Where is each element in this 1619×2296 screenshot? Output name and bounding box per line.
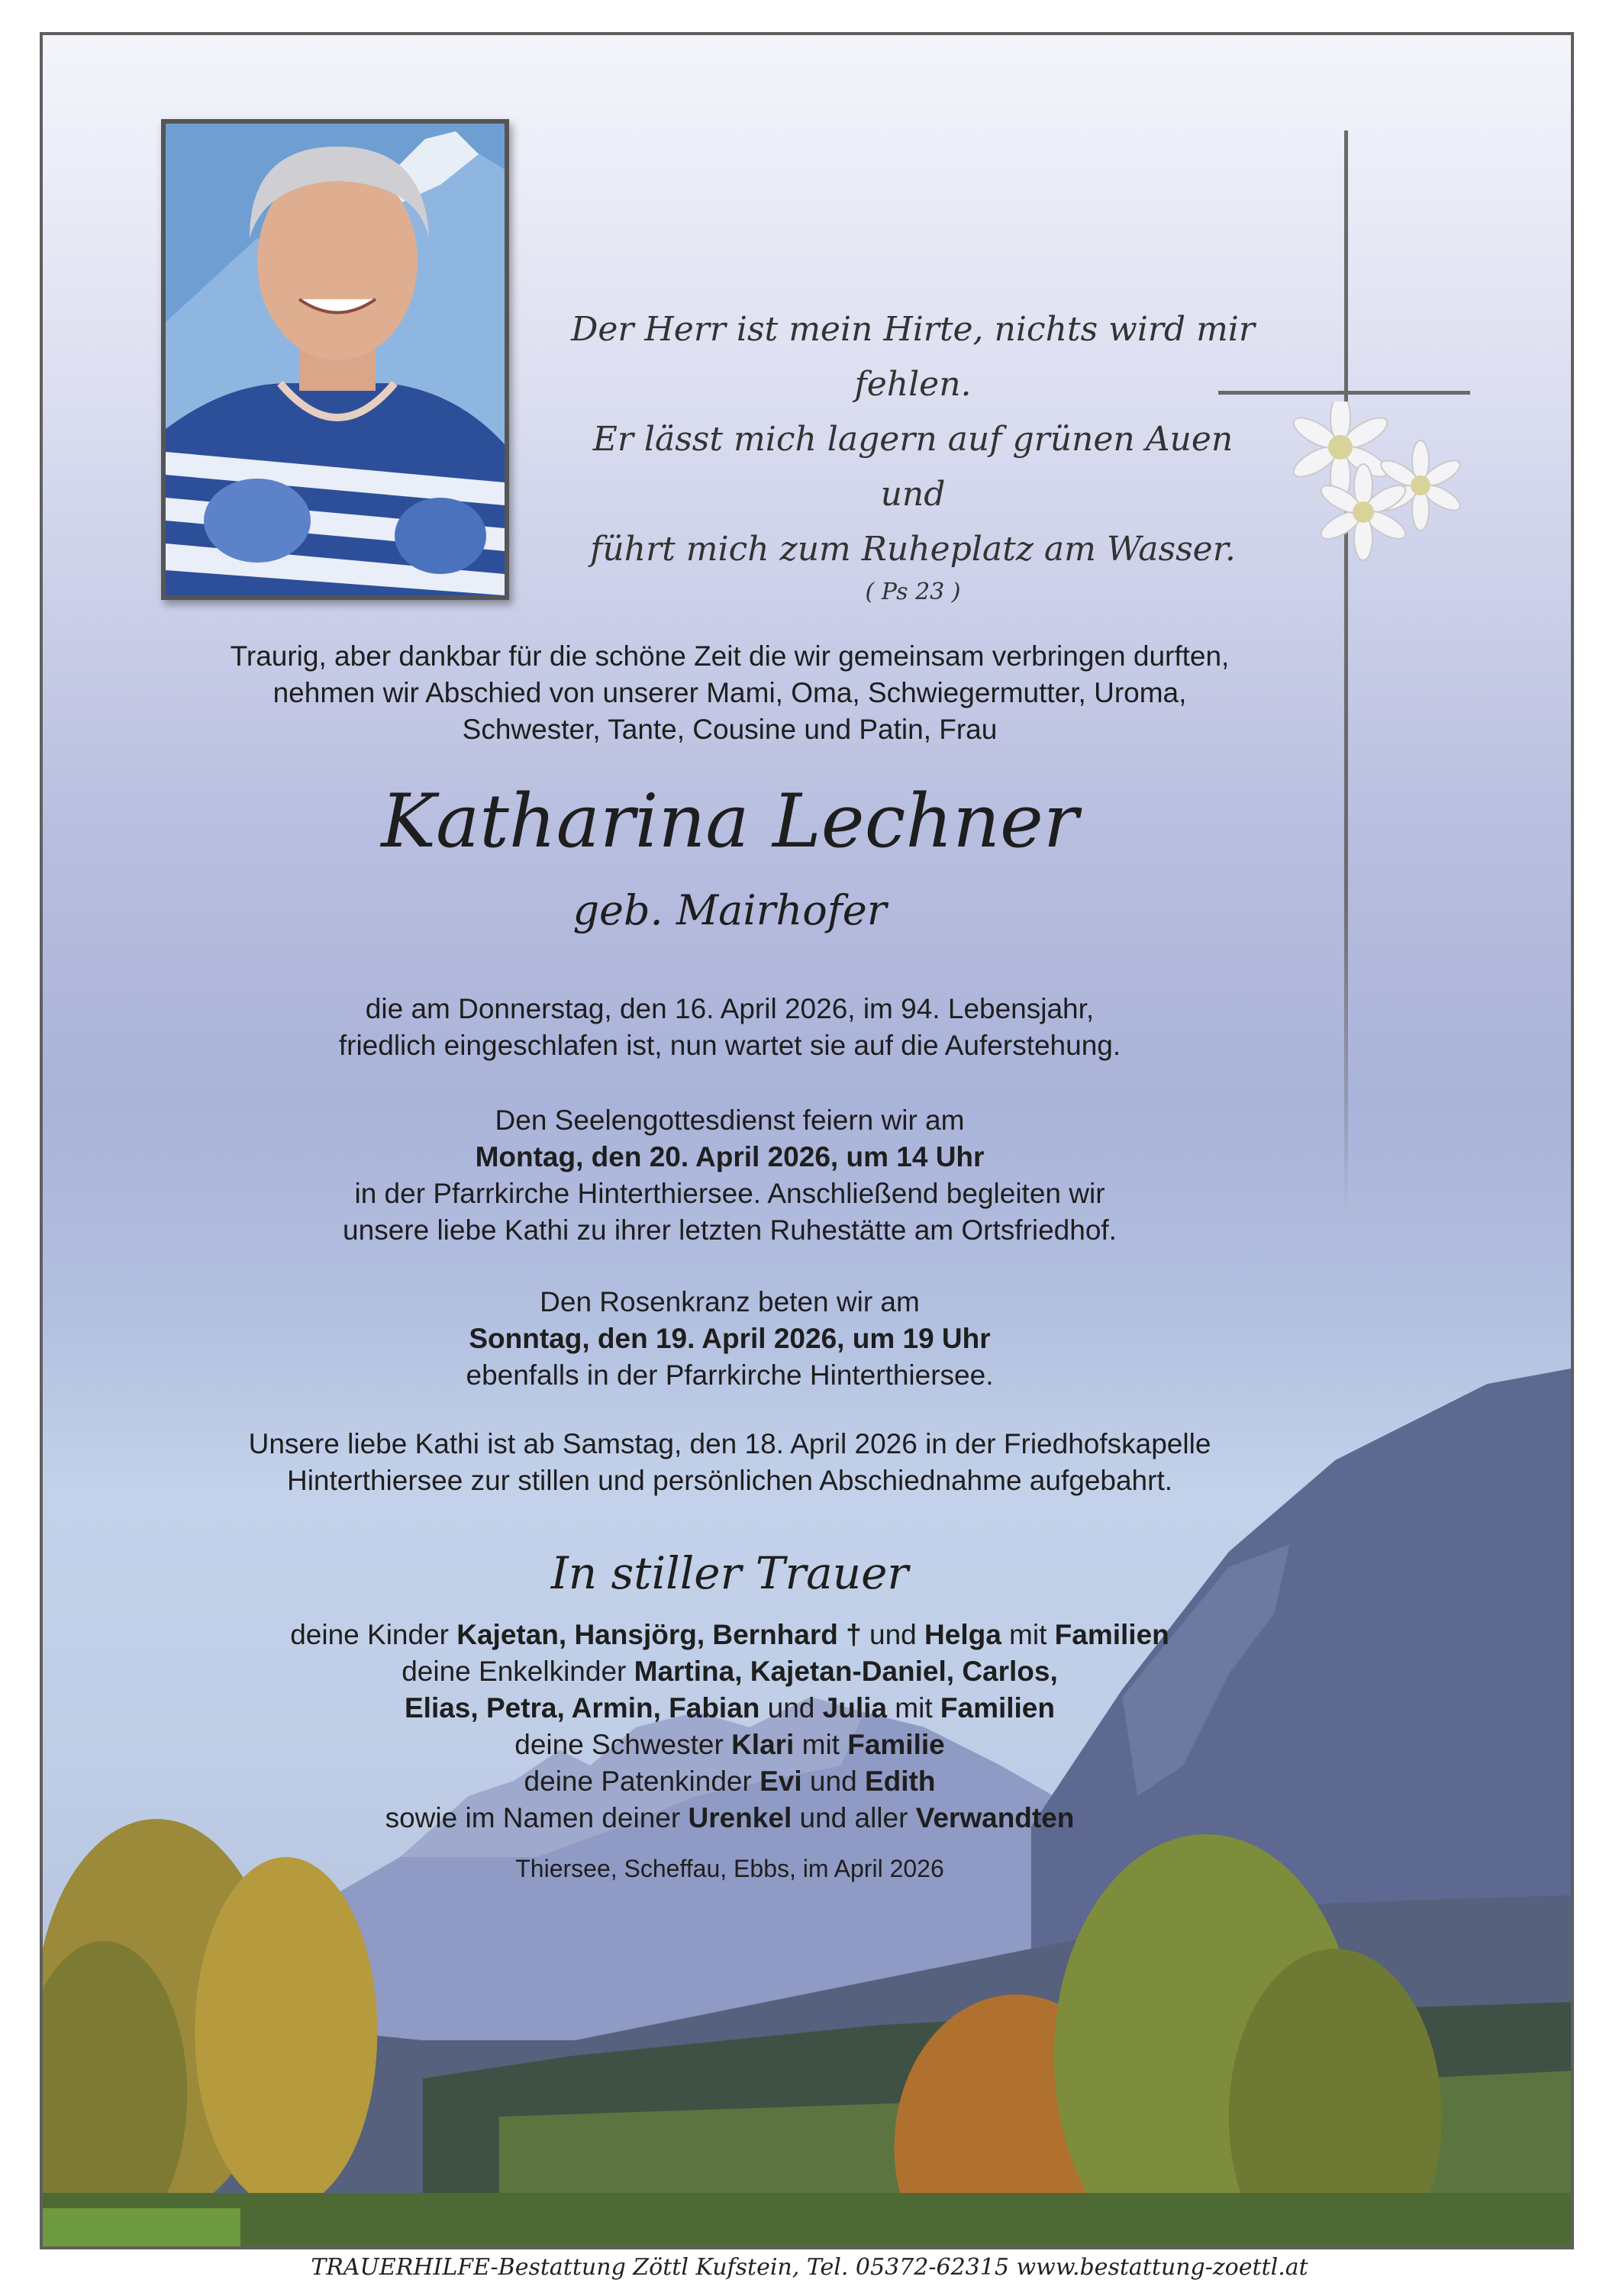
psalm-reference: ( Ps 23 ) <box>865 579 961 605</box>
viewing-notice <box>43 1426 1417 1499</box>
requiem-date <box>43 1139 1417 1175</box>
intro-line-1: Traurig, aber dankbar für die schöne Zeit die wir gemeinsam verbringen durften, <box>230 640 1230 672</box>
death-notice-line-2: friedlich eingeschlafen ist, nun wartet sie auf die Auferstehung. <box>338 1030 1121 1061</box>
mourners-line-6: sowie im Namen deiner Urenkel und aller Verwandten <box>385 1802 1075 1833</box>
mourners-line-3: Elias, Petra, Armin, Fabian und Julia mit Familien <box>404 1692 1055 1724</box>
intro-text <box>43 638 1417 748</box>
rosary-line-3: ebenfalls in der Pfarrkirche Hinterthiersee. <box>466 1359 994 1391</box>
rosary-date-text: Sonntag, den 19. April 2026, um 19 Uhr <box>469 1323 991 1354</box>
deceased-name: Katharina Lechner <box>381 779 1079 864</box>
psalm-line-1: Der Herr ist mein Hirte, nichts wird mir fehlen. <box>571 310 1255 404</box>
intro-line-2: nehmen wir Abschied von unserer Mami, Oma, Schwiegermutter, Uroma, <box>273 677 1187 708</box>
requiem-line-4: unsere liebe Kathi zu ihrer letzten Ruhestätte am Ortsfriedhof. <box>343 1214 1117 1246</box>
mourners-line-2: deine Enkelkinder Martina, Kajetan-Daniel, Carlos, <box>402 1656 1058 1687</box>
rosary-line-1: Den Rosenkranz beten wir am <box>540 1286 920 1317</box>
place-date: Thiersee, Scheffau, Ebbs, im April 2026 <box>515 1855 944 1882</box>
cross-horizontal-beam <box>1218 391 1470 395</box>
edelweiss-flower-icon <box>1249 401 1501 592</box>
viewing-line-2: Hinterthiersee zur stillen und persönlichen Abschiednahme aufgebahrt. <box>286 1465 1173 1496</box>
psalm-line-2: Er lässt mich lagern auf grünen Auen und <box>592 420 1234 514</box>
footer-funeral-home: TRAUERHILFE-Bestattung Zöttl Kufstein, Tel. 05372-62315 www.bestattung-zoettl.at <box>311 2254 1308 2281</box>
death-notice <box>43 991 1417 1064</box>
mourners-list <box>43 1617 1417 1887</box>
mourners-line-1: deine Kinder Kajetan, Hansjörg, Bernhard † und Helga mit Familien <box>290 1619 1169 1650</box>
death-notice-line-1: die am Donnerstag, den 16. April 2026, im 94. Lebensjahr, <box>365 993 1095 1024</box>
requiem-line-1: Den Seelengottesdienst feiern wir am <box>495 1104 965 1136</box>
rosary-date <box>43 1321 1417 1357</box>
maiden-name: geb. Mairhofer <box>572 886 887 934</box>
psalm-quote <box>569 302 1256 608</box>
obituary-card <box>40 32 1574 2249</box>
viewing-line-1: Unsere liebe Kathi ist ab Samstag, den 18. April 2026 in der Friedhofskapelle <box>248 1428 1211 1459</box>
portrait-photo <box>161 119 509 600</box>
mourners-heading: In stiller Trauer <box>550 1547 909 1599</box>
mourners-line-5: deine Patenkinder Evi und Edith <box>524 1766 936 1797</box>
rosary-notice <box>43 1284 1417 1394</box>
psalm-line-3: führt mich zum Ruheplatz am Wasser. <box>590 530 1236 569</box>
intro-line-3: Schwester, Tante, Cousine und Patin, Frau <box>462 714 998 745</box>
requiem-date-text: Montag, den 20. April 2026, um 14 Uhr <box>475 1141 985 1172</box>
requiem-notice <box>43 1102 1417 1249</box>
mourners-line-4: deine Schwester Klari mit Familie <box>514 1729 945 1760</box>
requiem-line-3: in der Pfarrkirche Hinterthiersee. Anschließend begleiten wir <box>354 1178 1105 1209</box>
